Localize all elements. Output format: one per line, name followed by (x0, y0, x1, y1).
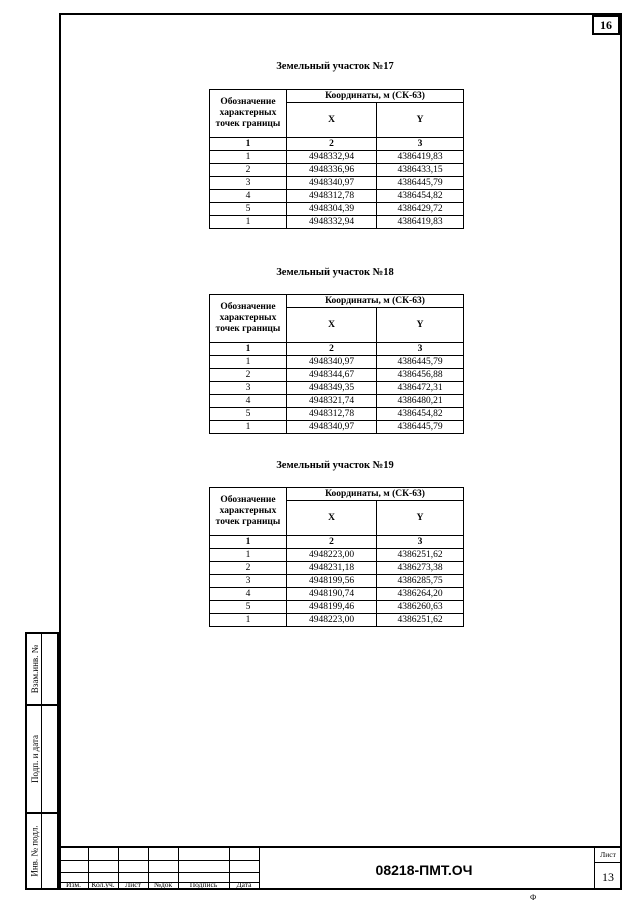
tb-col-data: Дата (236, 880, 252, 889)
point-cell: 4 (210, 395, 287, 408)
x-cell: 4948332,94 (287, 216, 377, 229)
stamp-replaced-inv (25, 632, 59, 706)
y-cell: 4386454,82 (377, 408, 464, 421)
y-cell: 4386445,79 (377, 177, 464, 190)
x-cell: 4948332,94 (287, 151, 377, 164)
tb-col-list: Лист (125, 880, 141, 889)
point-cell: 5 (210, 601, 287, 614)
footer-fragment: Ф (530, 893, 537, 902)
y-cell: 4386433,15 (377, 164, 464, 177)
y-cell: 4386445,79 (377, 421, 464, 434)
coordinates-table (209, 294, 464, 434)
tb-col-ndok: №док (153, 880, 173, 889)
x-cell: 4948199,46 (287, 601, 377, 614)
table-row (210, 216, 464, 229)
table-row (210, 562, 464, 575)
x-cell: 4948321,74 (287, 395, 377, 408)
col-num-1: 1 (210, 138, 287, 151)
y-cell: 4386472,31 (377, 382, 464, 395)
header-coords-label: Координаты, м (СК-63) (287, 295, 464, 308)
coordinates-table (209, 89, 464, 229)
x-cell: 4948223,00 (287, 549, 377, 562)
header-y: Y (377, 501, 464, 536)
tb-col-izm: Изм. (66, 880, 81, 889)
sheet-label: Лист (600, 850, 616, 859)
document-code: 08218-ПМТ.ОЧ (375, 862, 473, 878)
y-cell: 4386251,62 (377, 614, 464, 627)
x-cell: 4948340,97 (287, 421, 377, 434)
x-cell: 4948304,39 (287, 203, 377, 216)
header-coords-label: Координаты, м (СК-63) (287, 90, 464, 103)
y-cell: 4386419,83 (377, 151, 464, 164)
col-num-3: 3 (377, 343, 464, 356)
table-row (210, 382, 464, 395)
point-cell: 5 (210, 203, 287, 216)
table-row (210, 614, 464, 627)
x-cell: 4948312,78 (287, 408, 377, 421)
col-num-2: 2 (287, 536, 377, 549)
header-point-label: Обозначение характерных точек границы (210, 90, 287, 138)
y-cell: 4386456,88 (377, 369, 464, 382)
point-cell: 1 (210, 151, 287, 164)
table-row (210, 356, 464, 369)
y-cell: 4386454,82 (377, 190, 464, 203)
table-row (210, 588, 464, 601)
col-num-3: 3 (377, 536, 464, 549)
y-cell: 4386445,79 (377, 356, 464, 369)
header-y: Y (377, 103, 464, 138)
stamp-replaced-inv-label: Взам.инв. № (30, 644, 40, 694)
point-cell: 3 (210, 575, 287, 588)
x-cell: 4948349,35 (287, 382, 377, 395)
x-cell: 4948340,97 (287, 356, 377, 369)
tb-col-koluch: Кол.уч. (91, 880, 115, 889)
y-cell: 4386285,75 (377, 575, 464, 588)
col-num-2: 2 (287, 343, 377, 356)
point-cell: 5 (210, 408, 287, 421)
stamp-inv-orig (25, 814, 59, 890)
x-cell: 4948231,18 (287, 562, 377, 575)
header-x: X (287, 103, 377, 138)
table-row (210, 549, 464, 562)
table-row (210, 421, 464, 434)
table-row (210, 151, 464, 164)
section-title: Земельный участок №19 (276, 460, 394, 471)
stamp-sign-date-label: Подп. и дата (30, 734, 40, 784)
section-title: Земельный участок №17 (276, 61, 394, 72)
point-cell: 2 (210, 164, 287, 177)
x-cell: 4948340,97 (287, 177, 377, 190)
point-cell: 1 (210, 216, 287, 229)
y-cell: 4386419,83 (377, 216, 464, 229)
table-row (210, 408, 464, 421)
coordinates-table (209, 487, 464, 627)
y-cell: 4386260,63 (377, 601, 464, 614)
point-cell: 3 (210, 382, 287, 395)
col-num-2: 2 (287, 138, 377, 151)
x-cell: 4948190,74 (287, 588, 377, 601)
x-cell: 4948223,00 (287, 614, 377, 627)
header-point-label: Обозначение характерных точек границы (210, 488, 287, 536)
table-row (210, 575, 464, 588)
point-cell: 4 (210, 588, 287, 601)
point-cell: 1 (210, 356, 287, 369)
table-row (210, 177, 464, 190)
point-cell: 1 (210, 549, 287, 562)
y-cell: 4386273,38 (377, 562, 464, 575)
table-row (210, 395, 464, 408)
header-x: X (287, 308, 377, 343)
section-title: Земельный участок №18 (276, 267, 394, 278)
y-cell: 4386264,20 (377, 588, 464, 601)
table-row (210, 164, 464, 177)
table-row (210, 190, 464, 203)
point-cell: 4 (210, 190, 287, 203)
table-row (210, 203, 464, 216)
col-num-1: 1 (210, 343, 287, 356)
x-cell: 4948312,78 (287, 190, 377, 203)
y-cell: 4386429,72 (377, 203, 464, 216)
x-cell: 4948199,56 (287, 575, 377, 588)
col-num-3: 3 (377, 138, 464, 151)
sheet-number: 13 (602, 870, 614, 884)
tb-col-podpis: Подпись (189, 880, 218, 889)
table-row (210, 369, 464, 382)
point-cell: 1 (210, 614, 287, 627)
header-coords-label: Координаты, м (СК-63) (287, 488, 464, 501)
header-x: X (287, 501, 377, 536)
y-cell: 4386251,62 (377, 549, 464, 562)
stamp-sign-date (25, 706, 59, 814)
x-cell: 4948336,96 (287, 164, 377, 177)
table-row (210, 601, 464, 614)
col-num-1: 1 (210, 536, 287, 549)
point-cell: 2 (210, 369, 287, 382)
point-cell: 1 (210, 421, 287, 434)
x-cell: 4948344,67 (287, 369, 377, 382)
title-block (59, 846, 622, 890)
page-number: 16 (592, 15, 620, 35)
header-point-label: Обозначение характерных точек границы (210, 295, 287, 343)
stamp-inv-orig-label: Инв. № подл. (30, 825, 40, 877)
header-y: Y (377, 308, 464, 343)
y-cell: 4386480,21 (377, 395, 464, 408)
point-cell: 3 (210, 177, 287, 190)
point-cell: 2 (210, 562, 287, 575)
